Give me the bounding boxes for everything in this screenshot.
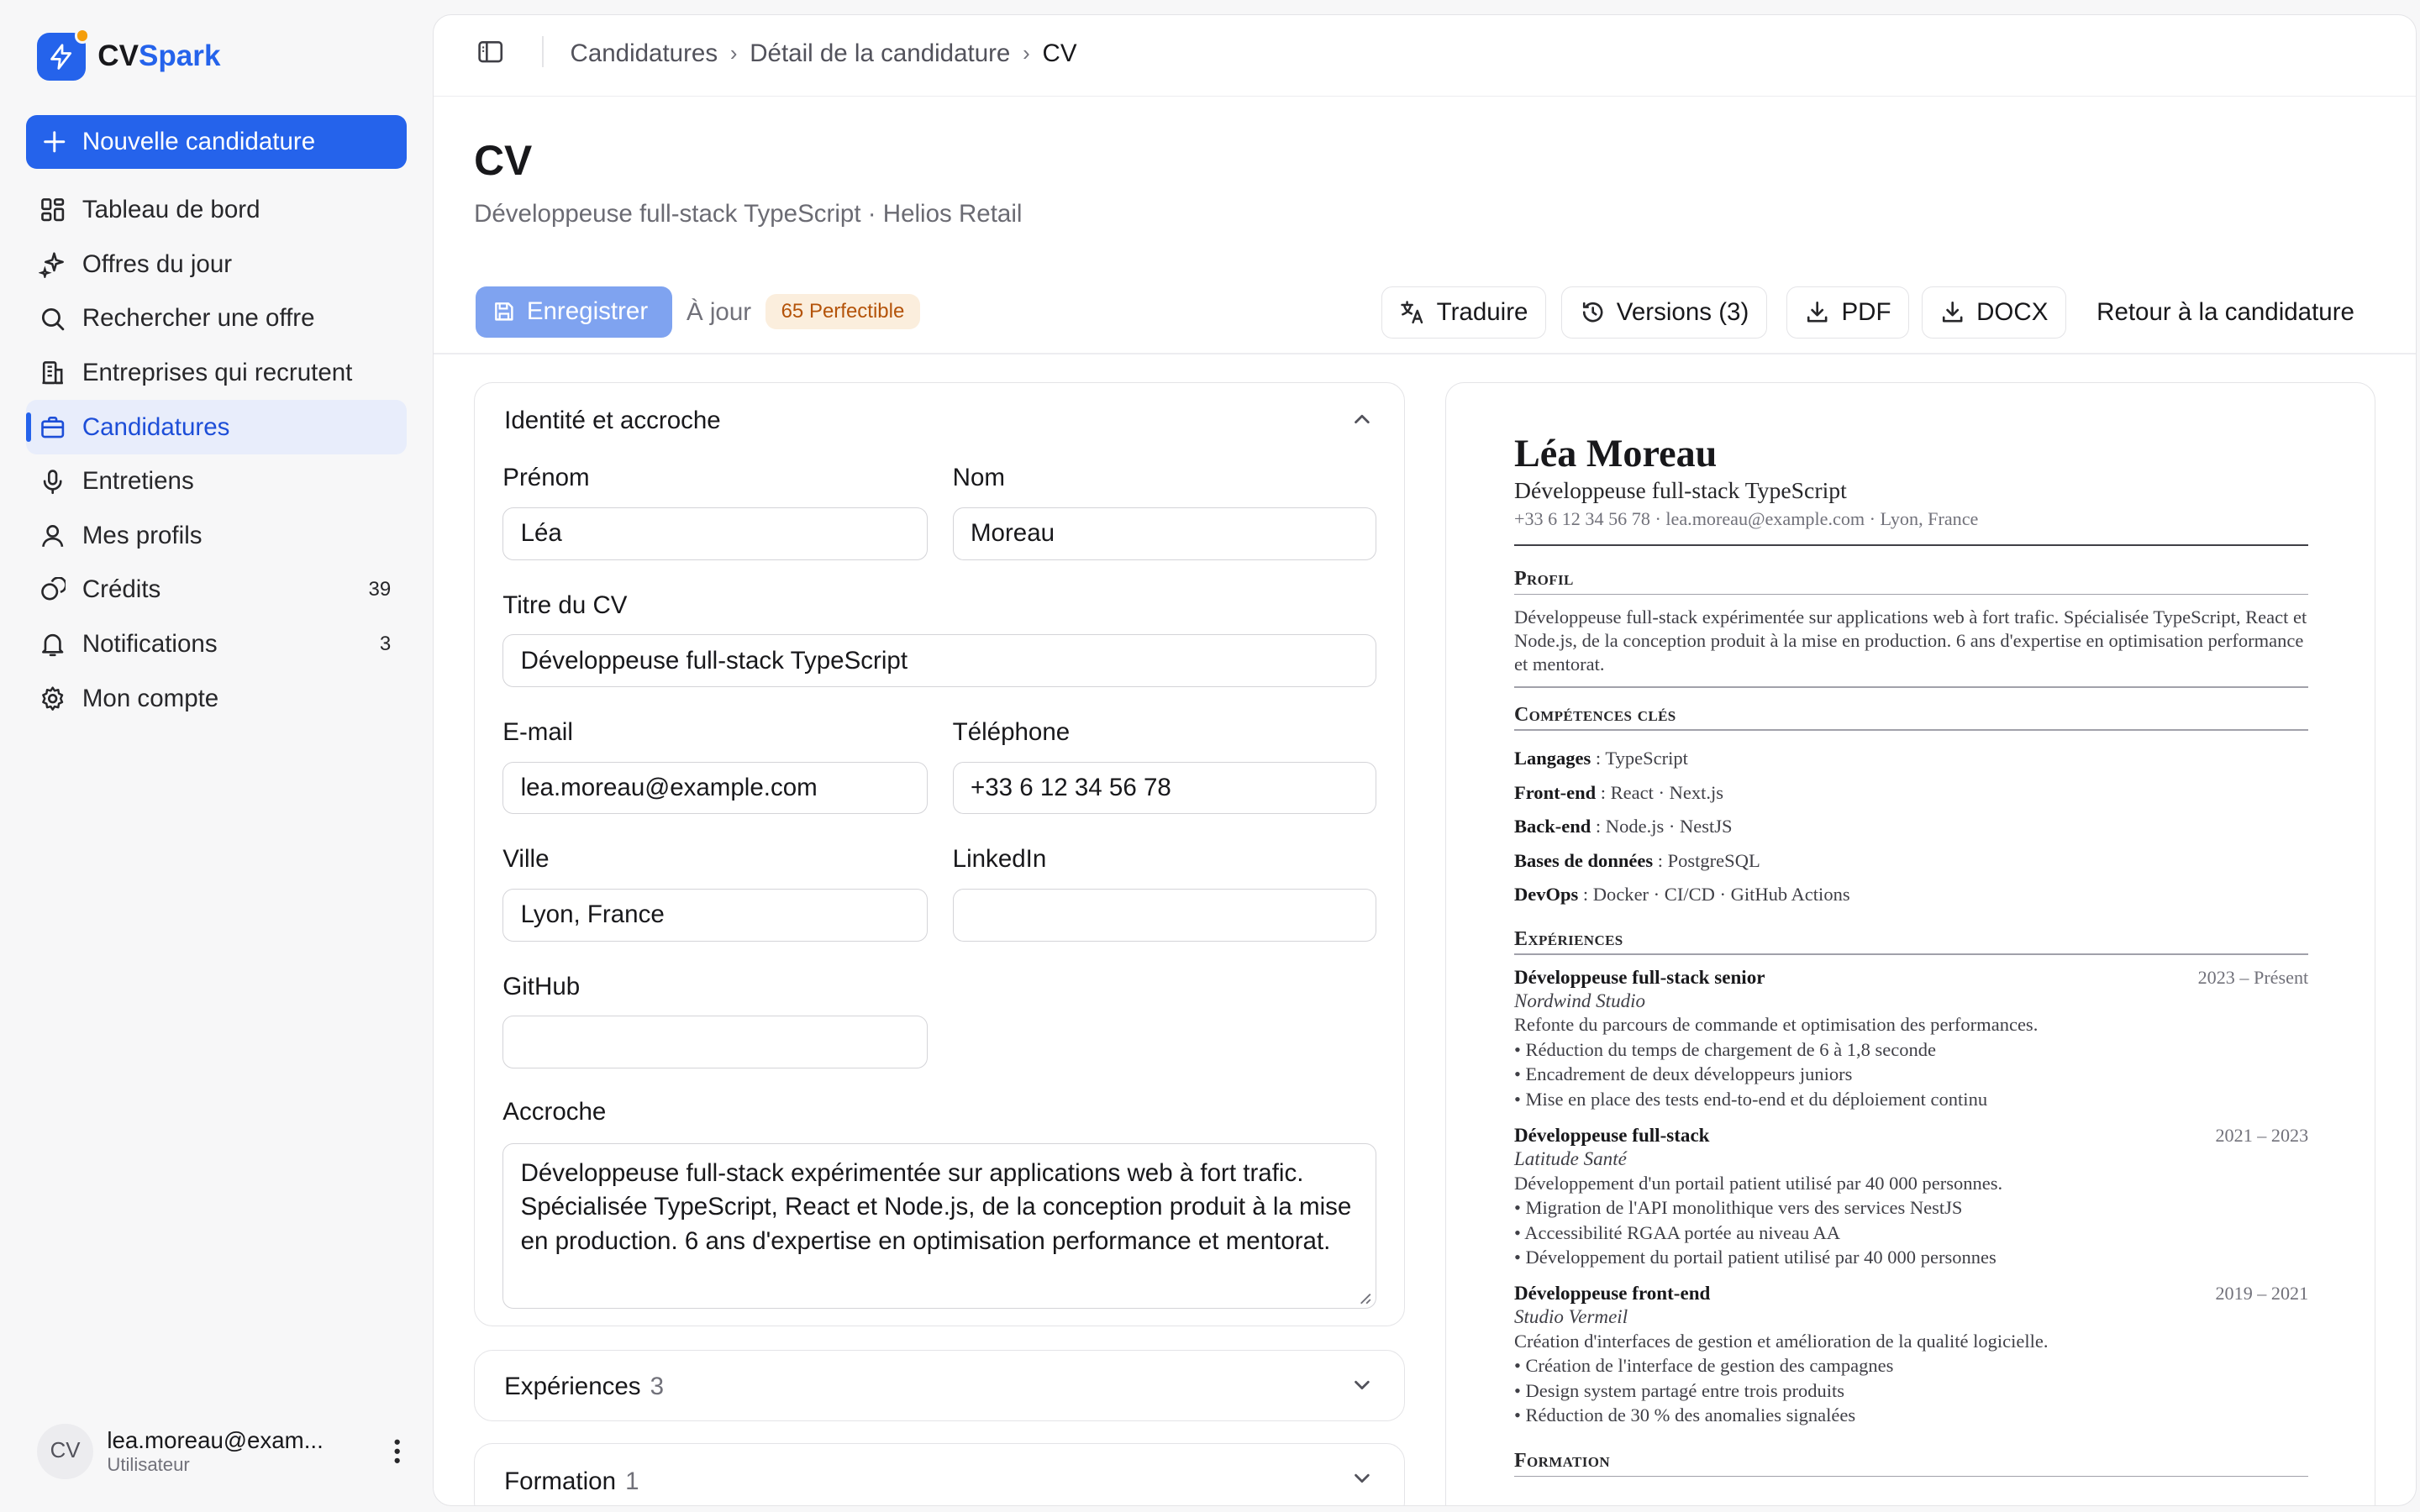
cv-job-company: Studio Vermeil [1513, 1305, 1628, 1328]
hook-label: Accroche [502, 1098, 607, 1126]
sidebar-item-search[interactable] [26, 291, 406, 346]
page-subtitle: Développeuse full-stack TypeScript · Helios Retail [474, 200, 1023, 228]
cv-skill-row: Back-end : Node.js · NestJS [1513, 816, 1733, 837]
email-field[interactable]: lea.moreau@example.com [502, 762, 928, 815]
cv-education-heading: Formation [1513, 1449, 1610, 1472]
hook-text: Développeuse full-stack expérimentée sur applications web à fort trafic. Spécialisée TypeScript, React et Node.js, de la conception produit à la mise en production. 6 ans d'expertise en optimisation performance et mentorat. [520, 1158, 1352, 1255]
sidebar-item-label: Rechercher une offre [82, 304, 315, 333]
lightning-icon [47, 43, 75, 71]
cv-job-dates: 2023 – Présent [2197, 966, 2309, 988]
new-application-label: Nouvelle candidature [82, 127, 316, 155]
sidebar-item-label: Mon compte [82, 684, 219, 712]
cv-experience-item [1514, 1124, 2308, 1270]
cv-job-summary: Refonte du parcours de commande et optimisation des performances. [1513, 1014, 2039, 1036]
phone-label: Téléphone [952, 717, 1071, 746]
cv-job-bullet: • Encadrement de deux développeurs juniors [1513, 1063, 1853, 1085]
sidebar-item-label: Tableau de bord [82, 196, 260, 224]
cv-title: Développeuse full-stack TypeScript [1513, 476, 1847, 503]
city-field[interactable]: Lyon, France [502, 889, 928, 942]
last-name-label: Nom [952, 464, 1005, 492]
phone-field[interactable]: +33 6 12 34 56 78 [953, 762, 1376, 815]
cv-job-bullet: • Migration de l'API monolithique vers des services NestJS [1513, 1197, 1963, 1219]
search-icon [39, 305, 66, 333]
download-pdf-button[interactable] [1786, 286, 1909, 339]
cv-job-role: Développeuse full-stack [1513, 1124, 1710, 1147]
experiences-count: 3 [650, 1372, 665, 1400]
notifications-count: 3 [379, 633, 392, 656]
city-label: Ville [502, 845, 550, 874]
cv-job-dates: 2019 – 2021 [2215, 1283, 2309, 1305]
sidebar-nav [26, 183, 406, 726]
page-header [474, 136, 1022, 228]
sidebar-item-notifications[interactable] [26, 617, 406, 672]
experiences-section[interactable] [474, 1350, 1405, 1421]
dashboard-icon [39, 197, 66, 224]
docx-label: DOCX [1976, 298, 2049, 327]
cv-job-bullet: • Création de l'interface de gestion des campagnes [1513, 1355, 1894, 1377]
cv-job-bullet: • Accessibilité RGAA portée au niveau AA [1513, 1221, 1841, 1243]
cv-experiences-heading: Expériences [1513, 927, 1623, 950]
cv-job-bullet: • Design system partagé entre trois produits [1513, 1379, 1845, 1401]
cv-document [1514, 430, 2308, 1488]
save-icon [492, 300, 516, 323]
sidebar-item-applications[interactable] [26, 400, 406, 454]
cv-skill-row: Langages : TypeScript [1513, 748, 1688, 769]
more-vertical-icon[interactable] [385, 1439, 410, 1464]
cv-skill-row: Bases de données : PostgreSQL [1513, 849, 1760, 871]
cv-divider [1514, 544, 2308, 546]
notification-dot [75, 28, 90, 43]
cv-section-divider [1514, 594, 2308, 596]
user-icon [39, 522, 66, 549]
education-count: 1 [625, 1467, 639, 1495]
history-icon [1580, 299, 1606, 325]
sidebar-toggle-icon[interactable] [477, 39, 503, 71]
cv-job-dates: 2021 – 2023 [2215, 1125, 2309, 1147]
sidebar-item-credits[interactable] [26, 563, 406, 617]
building-icon [39, 359, 66, 386]
credits-count: 39 [368, 578, 392, 601]
sidebar-item-label: Candidatures [82, 412, 230, 441]
cv-skill-row: DevOps : Docker · CI/CD · GitHub Actions [1513, 884, 1850, 906]
download-icon [1804, 299, 1830, 325]
sidebar-item-dashboard[interactable] [26, 183, 406, 238]
breadcrumb-applications[interactable]: Candidatures [570, 39, 718, 68]
cv-skill-row: Front-end : React · Next.js [1513, 781, 1724, 803]
breadcrumb [571, 39, 1077, 68]
github-field[interactable] [502, 1016, 928, 1068]
page-title: CV [474, 136, 533, 184]
sparkles-icon [39, 250, 66, 278]
download-docx-button[interactable] [1922, 286, 2066, 339]
user-info [107, 1426, 371, 1477]
versions-label: Versions (3) [1616, 298, 1749, 327]
cv-job-summary: Développement d'un portail patient utilisé par 40 000 personnes. [1513, 1172, 2003, 1194]
bell-icon [39, 630, 66, 658]
cv-section-divider [1514, 1476, 2308, 1478]
microphone-icon [39, 468, 66, 496]
brand[interactable] [37, 33, 220, 81]
identity-section [474, 382, 1405, 1326]
cv-job-bullet: • Développement du portail patient utilisé par 40 000 personnes [1513, 1247, 1996, 1268]
cv-skills-heading: Compétences clés [1513, 703, 1676, 726]
cv-job-role: Développeuse front-end [1513, 1282, 1711, 1305]
cv-job-bullet: • Réduction de 30 % des anomalies signalées [1513, 1404, 1856, 1426]
sidebar-item-label: Notifications [82, 630, 218, 659]
cv-title-label: Titre du CV [502, 591, 628, 619]
coins-icon [39, 576, 66, 604]
sidebar-item-account[interactable] [26, 671, 406, 726]
back-to-application-button[interactable]: Retour à la candidature [2096, 298, 2354, 327]
chevron-down-icon[interactable] [1351, 1467, 1373, 1496]
cv-experience-item [1514, 1282, 2308, 1428]
cv-section-divider [1514, 953, 2308, 955]
toolbar-divider [434, 353, 2416, 354]
education-section[interactable] [474, 1443, 1405, 1506]
save-label: Enregistrer [526, 297, 649, 326]
hook-textarea[interactable] [502, 1143, 1376, 1310]
first-name-label: Prénom [502, 464, 590, 492]
sidebar [0, 0, 431, 1512]
chevron-up-icon[interactable] [1351, 408, 1373, 437]
experiences-section-title: Expériences 3 [504, 1372, 665, 1400]
cv-job-company: Latitude Santé [1513, 1147, 1627, 1169]
brand-logo [37, 33, 85, 81]
education-section-title: Formation 1 [504, 1467, 639, 1495]
user-menu[interactable] [37, 1420, 409, 1483]
cv-contact: +33 6 12 34 56 78 · lea.moreau@example.com · Lyon, France [1513, 508, 1979, 530]
score-badge: 65 Perfectible [765, 294, 920, 329]
cv-title-field[interactable]: Développeuse full-stack TypeScript [502, 634, 1376, 687]
sidebar-item-interviews[interactable] [26, 454, 406, 509]
sidebar-item-label: Entreprises qui recrutent [82, 358, 353, 386]
sidebar-item-profiles[interactable] [26, 509, 406, 564]
identity-section-title[interactable]: Identité et accroche [504, 406, 721, 434]
cv-experience-item [1514, 966, 2308, 1112]
cv-profile-text: Développeuse full-stack expérimentée sur applications web à fort trafic. Spécialisée TypeScript, React et Node.js, de la conception produit à la mise en production. 6 ans d'expertise en optimisation performance et mentorat. [1513, 606, 2307, 675]
pdf-label: PDF [1841, 298, 1891, 327]
email-label: E-mail [502, 717, 573, 746]
cv-job-bullet: • Réduction du temps de chargement de 6 à 1,8 seconde [1513, 1038, 1937, 1060]
versions-button[interactable] [1561, 286, 1766, 339]
new-application-button[interactable] [26, 115, 406, 170]
resize-handle-icon[interactable] [1358, 1291, 1372, 1305]
sidebar-item-daily-offers[interactable] [26, 237, 406, 291]
sidebar-item-label: Offres du jour [82, 249, 233, 278]
first-name-field[interactable]: Léa [502, 507, 928, 560]
cv-job-company: Nordwind Studio [1513, 989, 1646, 1011]
brand-name: CVSpark [97, 39, 221, 73]
github-label: GitHub [502, 972, 581, 1000]
breadcrumb-application-detail[interactable]: Détail de la candidature [750, 39, 1011, 68]
topbar-divider [542, 36, 544, 67]
breadcrumb-current: CV [1042, 39, 1077, 68]
plus-icon [42, 129, 67, 155]
sidebar-item-label: Mes profils [82, 521, 203, 549]
gear-icon [39, 685, 66, 712]
cv-preview [1445, 382, 2376, 1505]
translate-label: Traduire [1436, 298, 1528, 327]
chevron-down-icon[interactable] [1351, 1374, 1373, 1403]
cv-job-bullet: • Mise en place des tests end-to-end et du déploiement continu [1513, 1088, 1988, 1110]
download-icon [1939, 299, 1965, 325]
translate-icon [1399, 299, 1425, 325]
avatar: CV [37, 1424, 92, 1479]
linkedin-field[interactable] [953, 889, 1376, 942]
briefcase-icon [39, 413, 66, 441]
cv-profile-heading: Profil [1513, 567, 1574, 590]
translate-button[interactable] [1381, 286, 1546, 339]
cv-job-summary: Création d'interfaces de gestion et amélioration de la qualité logicielle. [1513, 1330, 2049, 1352]
user-role: Utilisateur [107, 1454, 190, 1476]
cv-job-role: Développeuse full-stack senior [1513, 965, 1765, 988]
topbar [434, 15, 2416, 97]
user-email: lea.moreau@exam... [107, 1427, 324, 1454]
last-name-field[interactable]: Moreau [953, 507, 1376, 560]
sidebar-item-label: Entretiens [82, 467, 194, 496]
cv-name: Léa Moreau [1513, 431, 1718, 475]
sidebar-item-label: Crédits [82, 575, 161, 604]
cv-section-divider [1514, 686, 2308, 688]
linkedin-label: LinkedIn [952, 845, 1047, 874]
save-status: À jour [686, 298, 752, 327]
sidebar-item-companies[interactable] [26, 346, 406, 401]
chevron-right-icon: › [1023, 41, 1030, 66]
cv-section-divider [1514, 729, 2308, 731]
main-panel [433, 14, 2417, 1506]
save-button[interactable] [476, 286, 672, 338]
chevron-right-icon: › [729, 41, 738, 66]
